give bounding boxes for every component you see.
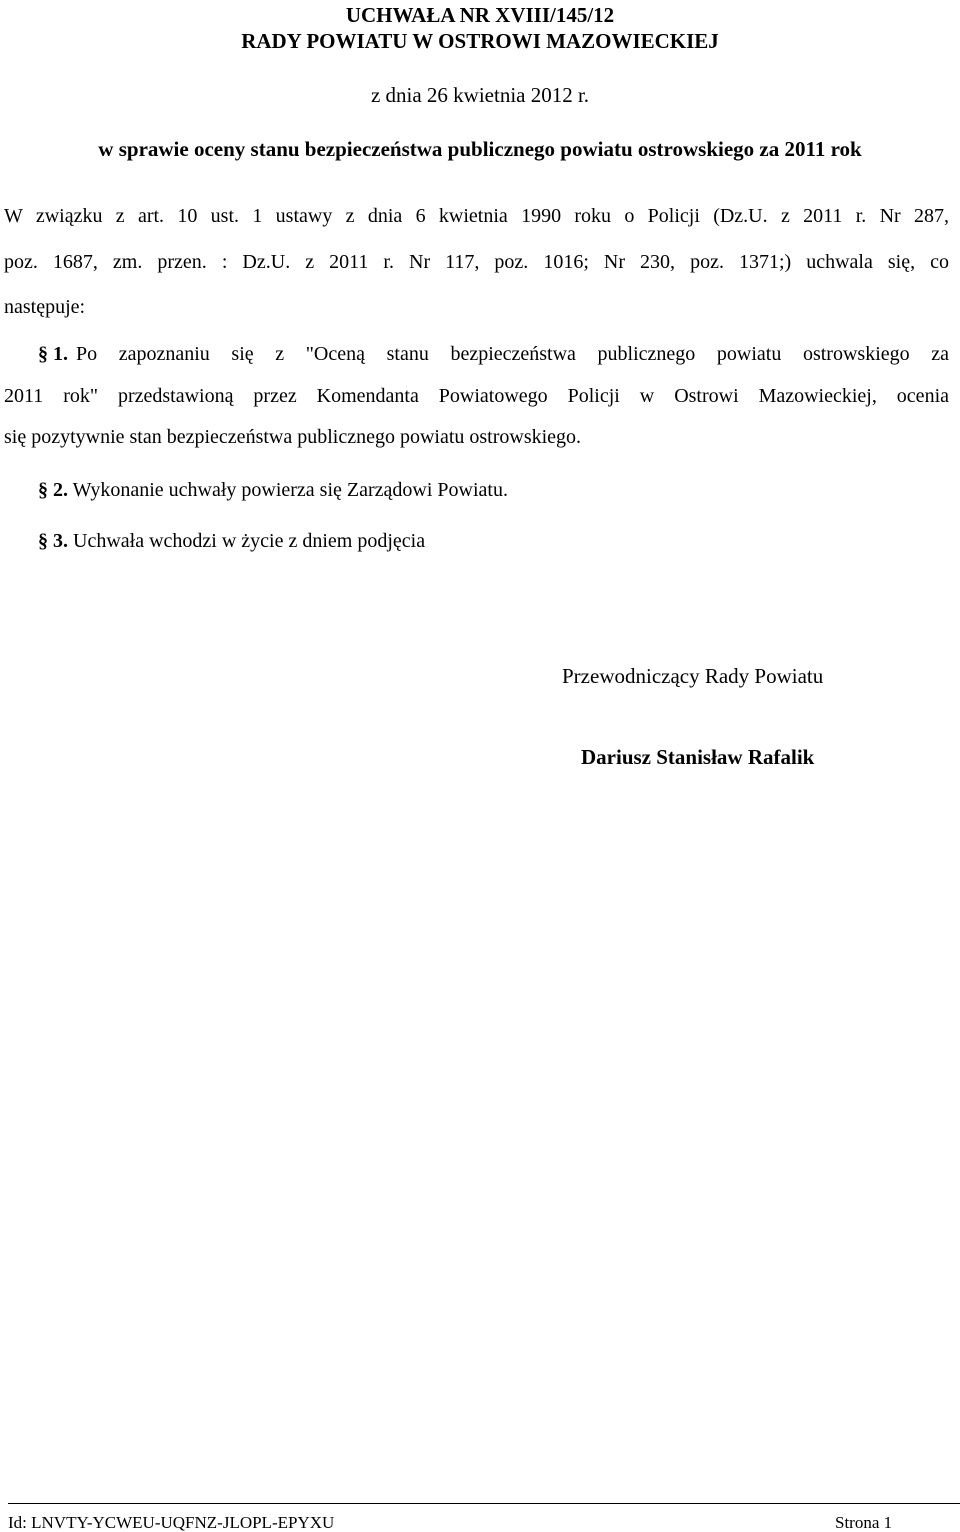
signature-role: Przewodniczący Rady Powiatu (562, 664, 824, 688)
preamble-line2: poz. 1687, zm. przen. : Dz.U. z 2011 r. Nr 117, poz. 1016; Nr 230, poz. 1371;) uchwala się, co (4, 251, 949, 273)
preamble-line3: następuje: (4, 296, 86, 318)
paragraph-1-text-line2: 2011 rok" przedstawioną przez Komendanta Powiatowego Policji w Ostrowi Mazowieckiej, ocenia (4, 385, 949, 407)
paragraph-3-text: Uchwała wchodzi w życie z dniem podjęcia (73, 530, 426, 552)
document-subject: w sprawie oceny stanu bezpieczeństwa publicznego powiatu ostrowskiego za 2011 rok (98, 137, 862, 161)
document-title-line1: UCHWAŁA NR XVIII/145/12 (345, 3, 615, 27)
document-title-line2: RADY POWIATU W OSTROWI MAZOWIECKIEJ (241, 29, 719, 53)
paragraph-1-text-line3: się pozytywnie stan bezpieczeństwa publicznego powiatu ostrowskiego. (4, 426, 582, 448)
document-date: z dnia 26 kwietnia 2012 r. (370, 83, 590, 107)
footer-divider (8, 1503, 960, 1504)
footer-page-number: Strona 1 (835, 1513, 893, 1532)
paragraph-2 (4, 479, 949, 501)
paragraph-1-text-line1: Po zapoznaniu się z "Oceną stanu bezpieczeństwa publicznego powiatu ostrowskiego za (76, 343, 949, 365)
signature-name: Dariusz Stanisław Rafalik (581, 745, 815, 769)
footer-document-id: Id: LNVTY-YCWEU-UQFNZ-JLOPL-EPYXU (8, 1513, 335, 1532)
paragraph-3-mark: § 3. (38, 530, 68, 552)
paragraph-2-mark: § 2. (38, 479, 68, 501)
paragraph-1-line1 (4, 343, 949, 365)
preamble-line1: W związku z art. 10 ust. 1 ustawy z dnia 6 kwietnia 1990 roku o Policji (Dz.U. z 2011 r. Nr 287, (4, 205, 949, 227)
paragraph-2-text: Wykonanie uchwały powierza się Zarządowi Powiatu. (72, 479, 508, 501)
paragraph-3 (4, 530, 949, 552)
paragraph-1-mark: § 1. (38, 343, 68, 365)
